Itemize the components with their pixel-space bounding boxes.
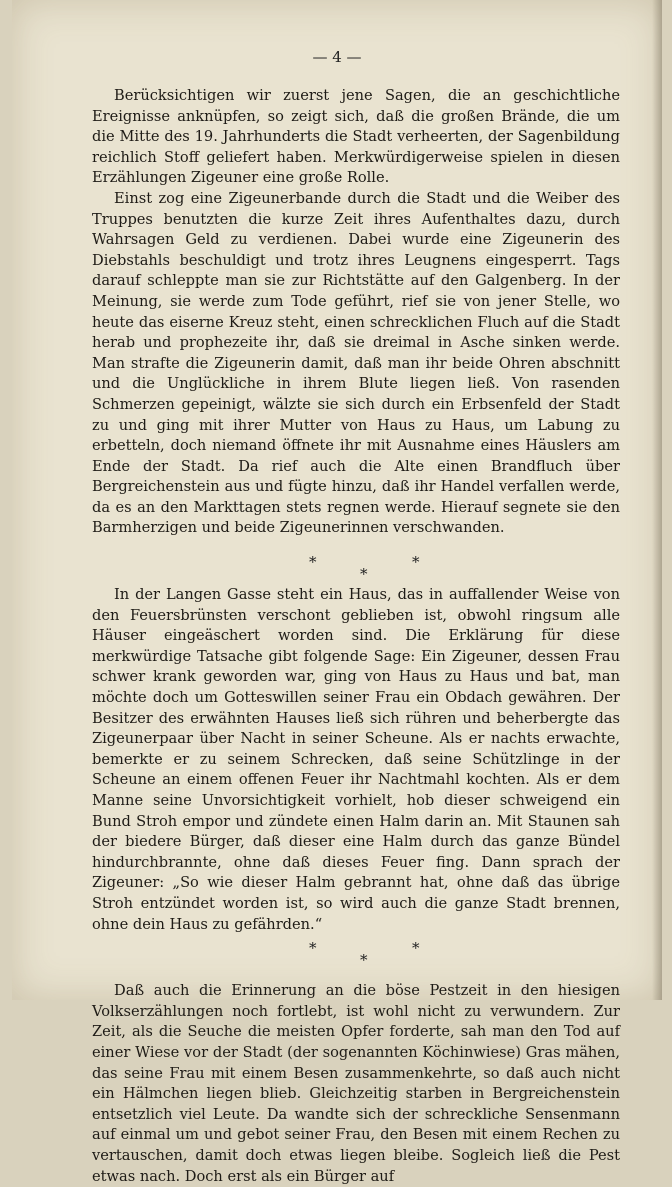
- paragraph: In der Langen Gasse steht ein Haus, das in auffallender Weise von den Feuersbrünsten verschont geblieben ist, obwohl ringsum alle Häuser eingeäschert worden sind. Die Erklärung für diese merkwürdige Tatsache gibt folgende Sage: Ein Zigeuner, dessen Frau schwer krank geworden war, ging von Haus zu Haus und bat, man möchte doch um Gotteswillen seiner Frau ein Obdach gewähren. Der Besitzer des erwähnten Hauses ließ sich rühren und beherbergte das Zigeunerpaar über Nacht in seiner Scheune. Als er nachts erwachte, bemerkte er zu seinem Schrecken, daß seine Schützlinge in der Scheune an einem offenen Feuer ihr Nachtmahl kochten. Als er dem Manne seine Unvorsichtigkeit vorhielt, hob dieser schweigend ein Bund Stroh empor und zündete einen Halm darin an. Mit Staunen sah der biedere Bürger, daß dieser eine Halm durch das ganze Bündel hindurchbrannte, ohne daß dieses Feuer fing. Dann sprach der Zigeuner: „So wie dieser Halm gebrannt hat, ohne daß das übrige Stroh entzündet worden ist, so wird auch die ganze Stadt brennen, ohne dein Haus zu gefährden.“: [92, 586, 620, 933]
- section-separator: [92, 935, 620, 981]
- asterisk: *: [412, 939, 420, 958]
- asterisk: *: [309, 553, 317, 572]
- asterisk: *: [309, 939, 317, 958]
- asterisk: *: [412, 553, 420, 572]
- document-page: [12, 0, 662, 1185]
- paragraph: Berücksichtigen wir zuerst jene Sagen, die an geschichtliche Ereignisse anknüpfen, so zeigt sich, daß die großen Brände, die um die Mitte des 19. Jahrhunderts die Stadt verheerten, der Sagenbildung reichlich Stoff geliefert haben. Merkwürdigerweise spielen in diesen Erzählungen Zigeuner eine große Rolle.: [92, 87, 620, 187]
- paragraph: Daß auch die Erinnerung an die böse Pestzeit in den hiesigen Volkserzählungen noch fortlebt, ist wohl nicht zu verwundern. Zur Zeit, als die Seuche die meisten Opfer forderte, sah man den Tod auf einer Wiese vor der Stadt (der sogenannten Köchinwiese) Gras mähen, das seine Frau mit einem Besen zusammenkehrte, so daß auch nicht ein Hälmchen liegen blieb. Gleichzeitig starben in Bergreichenstein entsetzlich viel Leute. Da wandte sich der schreckliche Sensenmann auf einmal um und gebot seiner Frau, den Besen mit einem Rechen zu vertauschen, damit doch etwas liegen bleibe. Sogleich ließ die Pest etwas nach. Doch erst als ein Bürger auf: [92, 982, 620, 1185]
- asterisk: *: [360, 565, 368, 584]
- page-edge-shadow: [652, 0, 662, 1000]
- page-body: [92, 86, 620, 1187]
- asterisk: *: [360, 951, 368, 970]
- paragraph: Einst zog eine Zigeunerbande durch die Stadt und die Weiber des Truppes benutzten die kurze Zeit ihres Aufenthaltes dazu, durch Wahrsagen Geld zu verdienen. Dabei wurde eine Zigeunerin des Diebstahls beschuldigt und trotz ihres Leugnens eingesperrt. Tags darauf schleppte man sie zur Richtstätte auf den Galgenberg. In der Meinung, sie werde zum Tode geführt, rief sie von jener Stelle, wo heute das eiserne Kreuz steht, einen schrecklichen Fluch auf die Stadt herab und prophezeite ihr, daß sie dreimal in Asche sinken werde. Man strafte die Zigeunerin damit, daß man ihr beide Ohren abschnitt und die Unglückliche in ihrem Blute liegen ließ. Von rasenden Schmerzen gepeinigt, wälzte sie sich durch ein Erbsenfeld der Stadt zu und ging mit ihrer Mutter von Haus zu Haus, um Labung zu erbetteln, doch niemand öffnete ihr mit Ausnahme eines Häuslers am Ende der Stadt. Da rief auch die Alte einen Brandfluch über Bergreichenstein aus und fügte hinzu, daß ihr Handel verfallen werde, da es an den Markttagen stets regnen werde. Hierauf segnete sie den Barmherzigen und beide Zigeunerinnen verschwanden.: [92, 189, 620, 537]
- section-separator: [92, 539, 620, 585]
- page-number: — 4 —: [312, 48, 362, 66]
